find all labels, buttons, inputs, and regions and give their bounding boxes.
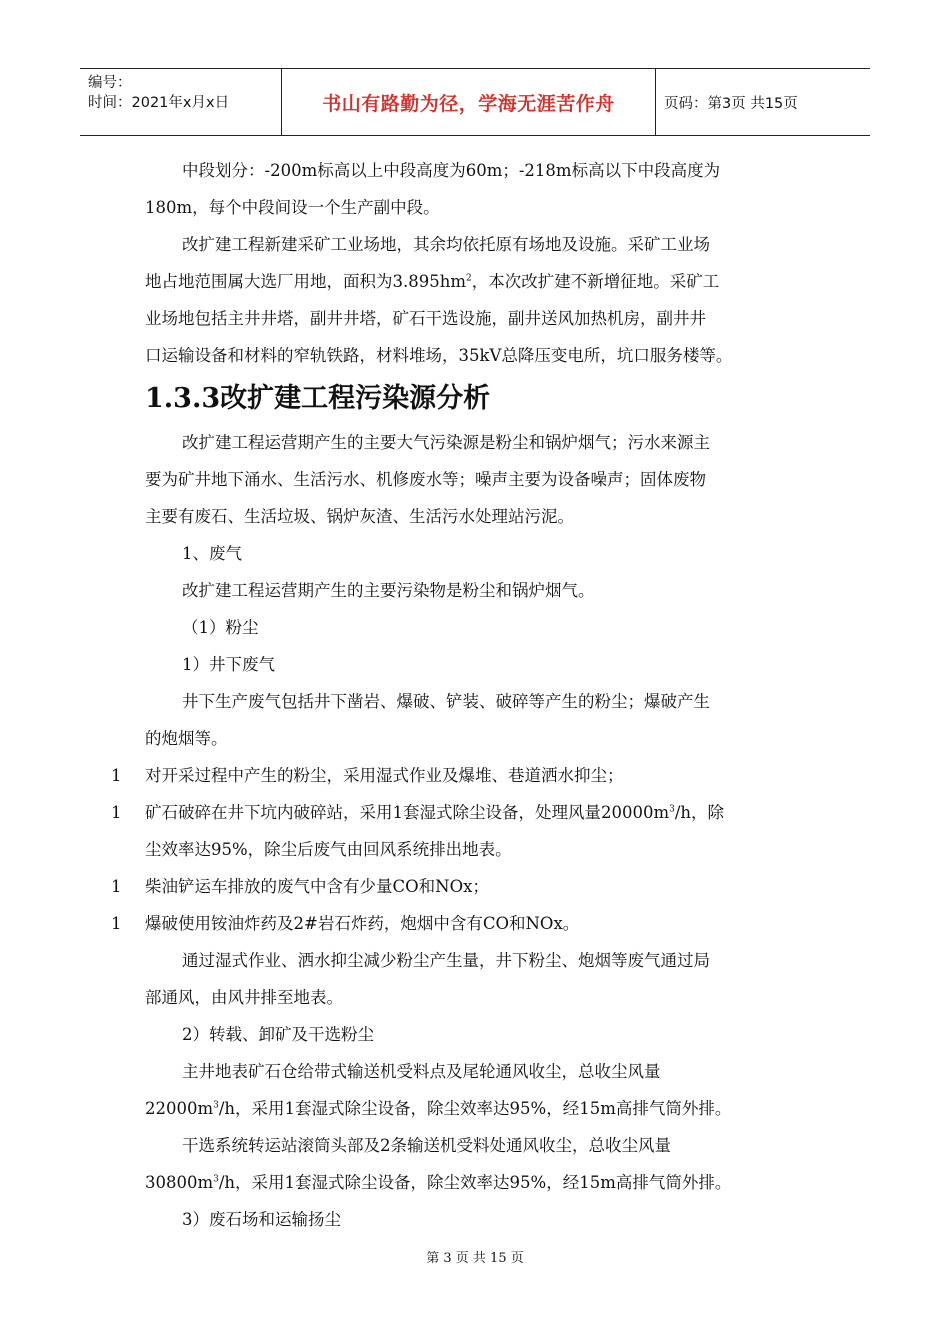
list-item: 1 对开采过程中产生的粉尘，采用湿式作业及爆堆、巷道洒水抑尘； (145, 757, 815, 794)
paragraph-line: 改扩建工程运营期产生的主要大气污染源是粉尘和锅炉烟气；污水来源主 (182, 433, 710, 452)
section-heading: 1.3.3改扩建工程污染源分析 (145, 383, 491, 414)
number-label: 编号： (88, 75, 132, 91)
paragraph-line: 口运输设备和材料的窄轨铁路，材料堆场，35kV总降压变电所，坑口服务楼等。 (145, 346, 733, 365)
subheading: 1）井下废气 (182, 655, 275, 674)
list-item: 1 爆破使用铵油炸药及2#岩石炸药，炮烟中含有CO和NOx。 (145, 905, 815, 942)
paragraph-line: $30800m^3/h$，采用1套湿式除尘设备，除尘效率达95%，经15m高排气筒外排。 (145, 1173, 732, 1192)
subheading: 1、废气 (182, 544, 242, 563)
subheading: 2）转载、卸矿及干选粉尘 (182, 1025, 374, 1044)
paragraph-line: 180m，每个中段间设一个生产副中段。 (145, 198, 440, 217)
subheading: 3）废石场和运输扬尘 (182, 1210, 341, 1229)
paragraph-line: 主井地表矿石仓给带式输送机受料点及尾轮通风收尘，总收尘风量 (182, 1062, 661, 1081)
subheading: （1）粉尘 (182, 618, 259, 637)
paragraph-line: 改扩建工程新建采矿工业场地，其余均依托原有场地及设施。采矿工业场 (182, 235, 710, 254)
paragraph-line: 的炮烟等。 (145, 729, 228, 748)
bullet-marker: 1 (111, 766, 122, 785)
bullet-marker: 1 (111, 877, 122, 896)
header-motto: 书山有路勤为径，学海无涯苦作舟 (282, 69, 656, 135)
paragraph-line: 部通风，由风井排至地表。 (145, 988, 343, 1007)
header-table (80, 68, 870, 136)
document-body (111, 152, 815, 1238)
bullet-marker: 1 (111, 803, 122, 822)
paragraph-line: 井下生产废气包括井下凿岩、爆破、铲装、破碎等产生的粉尘；爆破产生 (182, 692, 710, 711)
paragraph-line: 要为矿井地下涌水、生活污水、机修废水等；噪声主要为设备噪声；固体废物 (145, 470, 706, 489)
paragraph-line: $22000m^3/h$，采用1套湿式除尘设备，除尘效率达95%，经15m高排气筒外排。 (145, 1099, 732, 1118)
paragraph-line: 改扩建工程运营期产生的主要污染物是粉尘和锅炉烟气。 (182, 581, 595, 600)
paragraph-line: 通过湿式作业、洒水抑尘减少粉尘产生量，井下粉尘、炮烟等废气通过局 (182, 951, 710, 970)
paragraph-line: 主要有废石、生活垃圾、锅炉灰渣、生活污水处理站污泥。 (145, 507, 574, 526)
header-page-label: 页码：第3页 共15页 (664, 95, 798, 112)
list-item: 1 矿石破碎在井下坑内破碎站，采用1套湿式除尘设备，处理风量$20000m^3/h$，除 尘效率达95%，除尘后废气由回风系统排出地表。 (145, 794, 815, 868)
paragraph-line: 业场地包括主井井塔，副井井塔，矿石干选设施，副井送风加热机房，副井井 (145, 309, 706, 328)
list-item: 1 柴油铲运车排放的废气中含有少量CO和NOx； (145, 868, 815, 905)
paragraph-line: 干选系统转运站滚筒头部及2条输送机受料处通风收尘，总收尘风量 (182, 1136, 671, 1155)
time-label: 时间：2021年x月x日 (88, 95, 230, 111)
paragraph-line: 地占地范围属大选厂用地，面积为$3.895hm^2$，本次改扩建不新增征地。采矿工 (145, 272, 720, 291)
bullet-marker: 1 (111, 914, 122, 933)
paragraph-line: 中段划分：-200m标高以上中段高度为60m；-218m标高以下中段高度为 (182, 161, 721, 180)
header-meta (80, 69, 282, 135)
page-footer: 第 3 页 共 15 页 (426, 1251, 524, 1266)
